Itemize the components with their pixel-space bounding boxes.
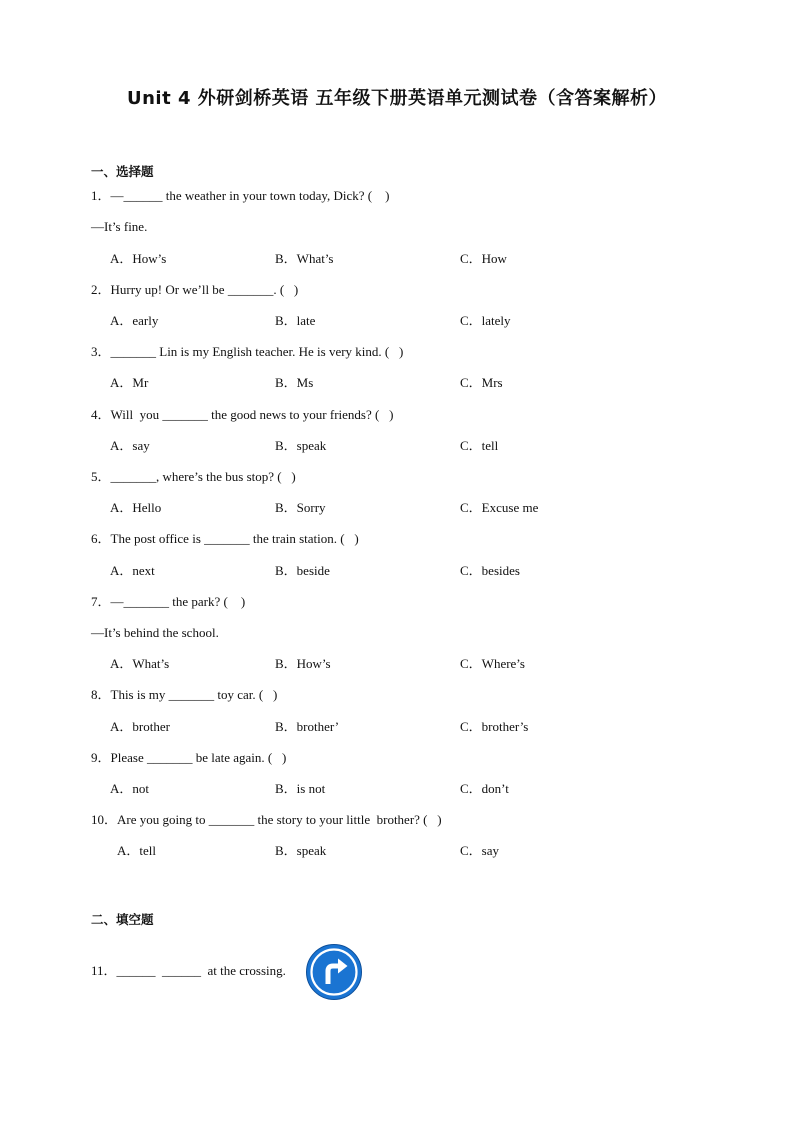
question-1-option-c: C．How [460,251,507,266]
question-9-option-b: B．is not [275,781,326,796]
question-7-option-b: B．How’s [275,656,331,671]
question-3-option-c: C．Mrs [460,375,503,390]
question-2-option-c: C．lately [460,313,511,328]
question-2-stem: 2．Hurry up! Or we’ll be _______. ( ) [91,282,299,297]
question-10-option-b: B．speak [275,843,327,858]
question-3-option-b: B．Ms [275,375,314,390]
question-1-stem: 1．—______ the weather in your town today, Dick? ( ) [91,188,390,203]
question-1-option-b: B．What’s [275,251,334,266]
question-4-option-b: B．speak [275,438,327,453]
question-3-stem: 3．_______ Lin is my English teacher. He is very kind. ( ) [91,344,404,359]
question-5-option-c: C．Excuse me [460,500,539,515]
question-10-option-a: A．tell [117,843,156,858]
question-8-stem: 8．This is my _______ toy car. ( ) [91,687,278,702]
question-11-stem: 11．______ ______ at the crossing. [91,963,286,978]
question-5-option-a: A．Hello [110,500,162,515]
question-1-option-a: A．How’s [110,251,167,266]
question-10-option-c: C．say [460,843,500,858]
turn-right-sign-icon [306,944,362,1000]
question-4-option-a: A．say [110,438,150,453]
question-5-option-b: B．Sorry [275,500,326,515]
question-8-option-c: C．brother’s [460,719,529,734]
question-5-stem: 5．_______, where’s the bus stop? ( ) [91,469,296,484]
question-10-stem: 10．Are you going to _______ the story to your little brother? ( ) [91,812,442,827]
question-7-reply: —It’s behind the school. [91,625,219,640]
question-6-option-a: A．next [110,563,155,578]
question-9-stem: 9．Please _______ be late again. ( ) [91,750,287,765]
question-7-stem: 7．—_______ the park? ( ) [91,594,246,609]
question-6-option-c: C．besides [460,563,520,578]
turn-right-arrow-icon [307,945,361,999]
question-2-option-b: B．late [275,313,316,328]
question-9-option-a: A．not [110,781,150,796]
question-2-option-a: A．early [110,313,159,328]
question-4-option-c: C．tell [460,438,499,453]
question-3-option-a: A．Mr [110,375,149,390]
question-8-option-a: A．brother [110,719,170,734]
question-6-stem: 6．The post office is _______ the train station. ( ) [91,531,359,546]
question-1-reply: —It’s fine. [91,219,148,234]
question-7-option-a: A．What’s [110,656,170,671]
section-heading-fill: 二、填空题 [91,912,154,927]
question-4-stem: 4．Will you _______ the good news to your friends? ( ) [91,407,394,422]
question-9-option-c: C．don’t [460,781,509,796]
section-heading-choice: 一、选择题 [91,164,154,179]
question-7-option-c: C．Where’s [460,656,525,671]
question-8-option-b: B．brother’ [275,719,340,734]
page-title: Unit 4 外研剑桥英语 五年级下册英语单元测试卷（含答案解析） [126,88,668,109]
question-6-option-b: B．beside [275,563,330,578]
